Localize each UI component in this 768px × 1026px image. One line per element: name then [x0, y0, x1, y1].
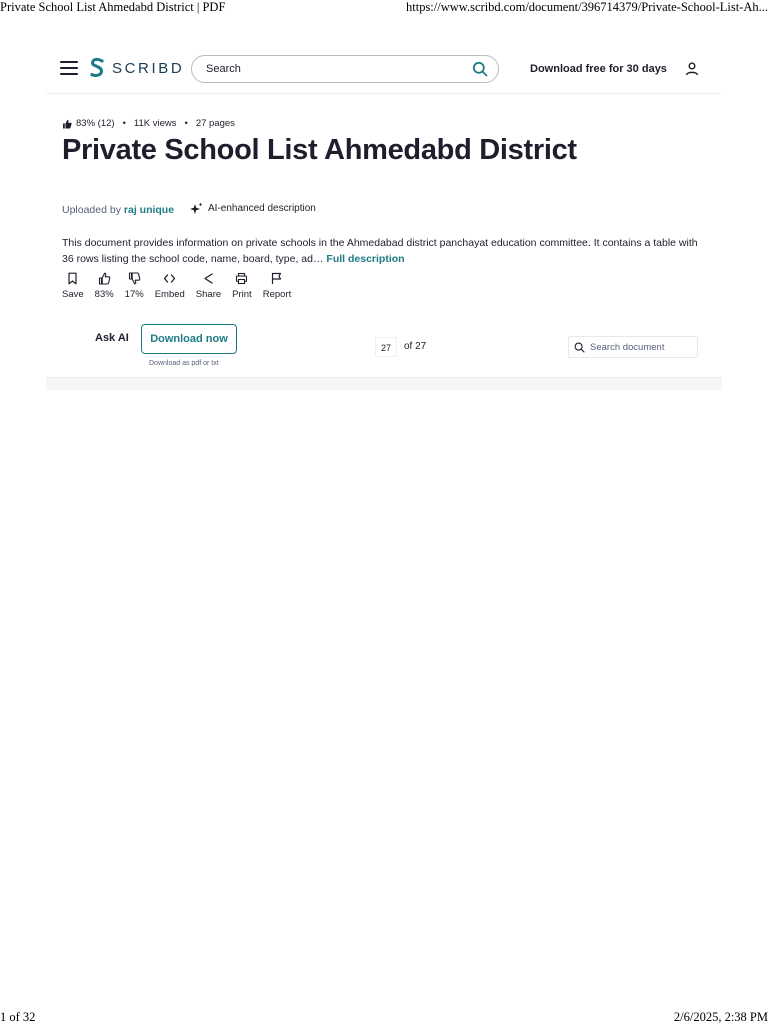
print-timestamp: 2/6/2025, 2:38 PM: [673, 1010, 768, 1024]
uploaded-by-label: Uploaded by: [62, 204, 121, 216]
like-button[interactable]: [95, 272, 114, 300]
dislike-percent: 17%: [124, 289, 144, 300]
full-description-link[interactable]: Full description: [326, 253, 405, 265]
thumbs-down-icon: [128, 272, 141, 285]
top-nav: [60, 54, 722, 86]
scribd-logo-mark-icon: [88, 57, 106, 79]
share-button[interactable]: [196, 272, 221, 300]
search-icon: [574, 342, 585, 353]
download-free-link[interactable]: Download free for 30 days: [530, 63, 667, 75]
search-bar: [191, 55, 499, 83]
doc-meta: 83% (12) • 11K views • 27 pages: [62, 118, 235, 129]
uploader-link[interactable]: raj unique: [123, 204, 175, 216]
save-label: Save: [62, 289, 84, 300]
report-button[interactable]: [263, 272, 292, 300]
bookmark-icon: [66, 272, 79, 285]
thumbs-up-icon: [98, 272, 111, 285]
embed-button[interactable]: [155, 272, 185, 300]
print-header: [0, 0, 768, 16]
rating-text: 83% (12): [76, 118, 115, 129]
document-search-input[interactable]: [588, 341, 692, 354]
sparkle-icon: [190, 202, 203, 215]
page-number-input[interactable]: 27: [376, 338, 396, 356]
menu-icon[interactable]: [60, 61, 78, 75]
document-description: [62, 235, 702, 267]
page-total: of 27: [404, 341, 427, 352]
print-url: https://www.scribd.com/document/396714379/Private-School-List-Ah...: [406, 0, 768, 14]
report-label: Report: [262, 289, 292, 300]
ask-ai-button[interactable]: Ask AI: [95, 332, 129, 344]
code-icon: [163, 272, 176, 285]
save-button[interactable]: [62, 272, 84, 300]
print-label: Print: [232, 289, 252, 300]
search-input[interactable]: [204, 62, 472, 76]
thumbs-up-filled-icon: [62, 119, 72, 129]
ai-description-label: AI-enhanced description: [208, 203, 316, 214]
search-icon[interactable]: [472, 61, 488, 77]
action-row: [62, 272, 302, 300]
pages-text: 27 pages: [195, 118, 235, 129]
document-viewer[interactable]: [46, 377, 722, 390]
document-search: [568, 336, 698, 358]
uploader-line: [62, 204, 174, 216]
logo-text: SCRIBD: [112, 59, 185, 77]
download-format-note: Download as pdf or txt: [149, 360, 219, 367]
printer-icon: [235, 272, 248, 285]
flag-icon: [270, 272, 283, 285]
like-percent: 83%: [94, 289, 114, 300]
download-now-button[interactable]: Download now: [141, 324, 237, 354]
views-text: 11K views: [133, 118, 177, 129]
print-page-count: 1 of 32: [0, 1010, 36, 1024]
print-button[interactable]: [232, 272, 252, 300]
scribd-logo[interactable]: [88, 57, 184, 79]
share-icon: [202, 272, 215, 285]
embed-label: Embed: [154, 289, 185, 300]
dislike-button[interactable]: [125, 272, 144, 300]
nav-divider: [46, 93, 722, 94]
print-page-title: Private School List Ahmedabd District | PDF: [0, 0, 226, 14]
ai-description-badge: [190, 202, 316, 215]
share-label: Share: [195, 289, 222, 300]
document-title: Private School List Ahmedabd District: [62, 134, 577, 166]
user-icon[interactable]: [684, 61, 700, 77]
description-text: This document provides information on private schools in the Ahmedabad district panchayat education committee. It contains a table with 36 rows listing the school code, name, board, type, ad…: [62, 237, 698, 265]
